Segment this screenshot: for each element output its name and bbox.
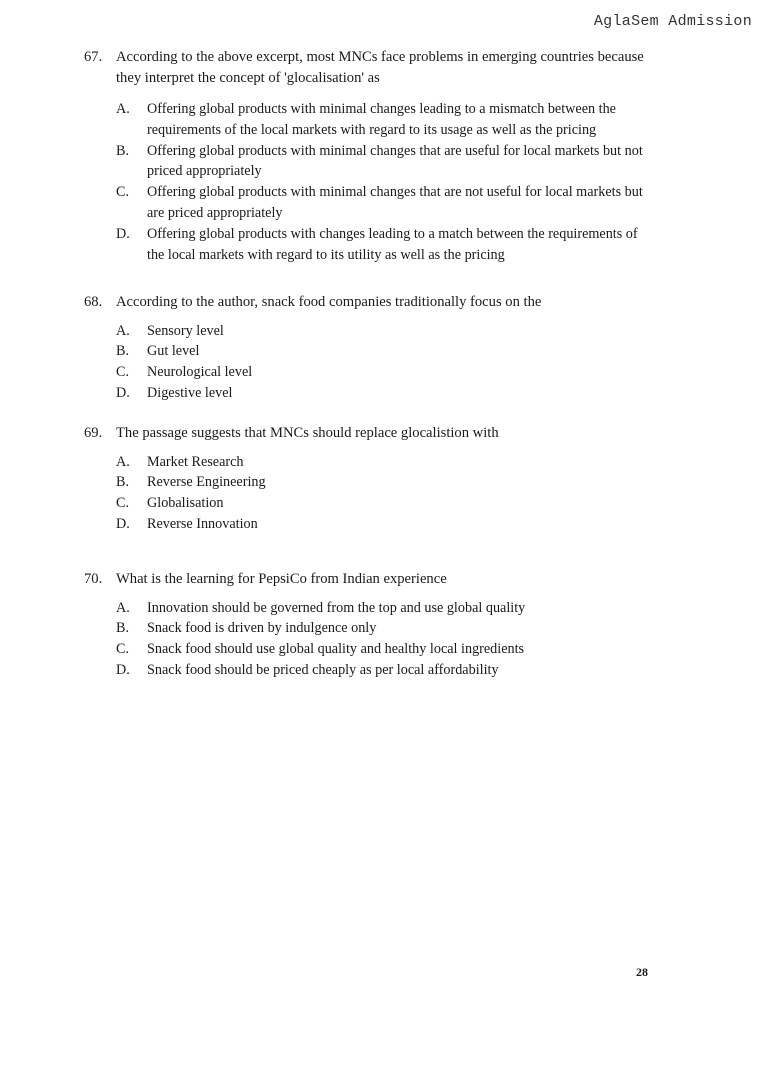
options-list	[84, 321, 656, 404]
option-letter: C.	[116, 184, 130, 201]
option-a	[116, 99, 656, 141]
option-d	[116, 514, 656, 535]
option-text: Market Research	[147, 453, 244, 470]
question-stem	[84, 47, 656, 88]
option-letter: A.	[116, 599, 130, 616]
option-c	[116, 493, 656, 514]
option-a	[116, 321, 656, 342]
option-letter: A.	[116, 453, 130, 470]
question-number: 68.	[84, 294, 103, 310]
option-letter: C.	[116, 495, 130, 512]
option-text: Reverse Engineering	[147, 474, 266, 491]
question-text: According to the author, snack food companies traditionally focus on the	[116, 294, 542, 310]
question-70	[84, 569, 656, 681]
option-text: Innovation should be governed from the top and use global quality	[147, 599, 526, 616]
option-letter: D.	[116, 225, 130, 242]
option-b	[116, 141, 656, 183]
option-d	[116, 660, 656, 681]
question-67	[84, 47, 656, 265]
option-text: Offering global products with minimal changes that are useful for local markets but not priced appropriately	[147, 142, 643, 180]
option-text: Gut level	[147, 343, 200, 360]
option-a	[116, 598, 656, 619]
option-c	[116, 639, 656, 660]
option-letter: A.	[116, 101, 130, 117]
option-letter: D.	[116, 384, 130, 401]
option-letter: B.	[116, 620, 130, 637]
question-text: According to the above excerpt, most MNCs face problems in emerging countries because they interpret the concept of 'glocalisation' as	[116, 49, 644, 86]
page-number: 28	[636, 965, 648, 979]
option-b	[116, 618, 656, 639]
option-text: Offering global products with minimal changes leading to a mismatch between the requirements of the local markets with regard to its usage as well as the pricing	[147, 101, 616, 138]
option-text: Digestive level	[147, 384, 233, 401]
option-b	[116, 341, 656, 362]
option-letter: D.	[116, 661, 130, 678]
option-c	[116, 182, 656, 224]
question-stem	[84, 423, 656, 444]
option-text: Snack food should be priced cheaply as per local affordability	[147, 661, 499, 678]
options-list	[84, 598, 656, 681]
options-list	[84, 99, 656, 265]
option-letter: C.	[116, 641, 130, 658]
option-letter: B.	[116, 343, 130, 360]
option-text: Snack food should use global quality and healthy local ingredients	[147, 641, 525, 658]
question-stem	[84, 292, 656, 313]
question-68	[84, 292, 656, 404]
question-number: 67.	[84, 49, 103, 65]
question-text: What is the learning for PepsiCo from Indian experience	[116, 571, 447, 587]
option-text: Reverse Innovation	[147, 515, 258, 532]
options-list	[84, 452, 656, 535]
question-number: 69.	[84, 425, 103, 441]
question-number: 70.	[84, 571, 103, 587]
option-letter: B.	[116, 142, 130, 159]
question-text: The passage suggests that MNCs should replace glocalistion with	[116, 425, 499, 441]
option-letter: D.	[116, 515, 130, 532]
option-text: Globalisation	[147, 495, 224, 512]
option-d	[116, 383, 656, 404]
option-letter: B.	[116, 474, 130, 491]
option-b	[116, 472, 656, 493]
question-stem	[84, 569, 656, 590]
option-c	[116, 362, 656, 383]
option-letter: A.	[116, 322, 130, 339]
option-text: Neurological level	[147, 364, 253, 381]
option-letter: C.	[116, 364, 130, 381]
option-text: Snack food is driven by indulgence only	[147, 620, 377, 637]
option-text: Offering global products with minimal changes that are not useful for local markets but are priced appropriately	[147, 184, 643, 221]
watermark: AglaSem Admission	[593, 13, 752, 30]
option-text: Sensory level	[147, 322, 224, 339]
option-d	[116, 224, 656, 266]
option-a	[116, 452, 656, 473]
option-text: Offering global products with changes leading to a match between the requirements of the local markets with regard to its utility as well as the pricing	[147, 225, 638, 263]
question-69	[84, 423, 656, 535]
